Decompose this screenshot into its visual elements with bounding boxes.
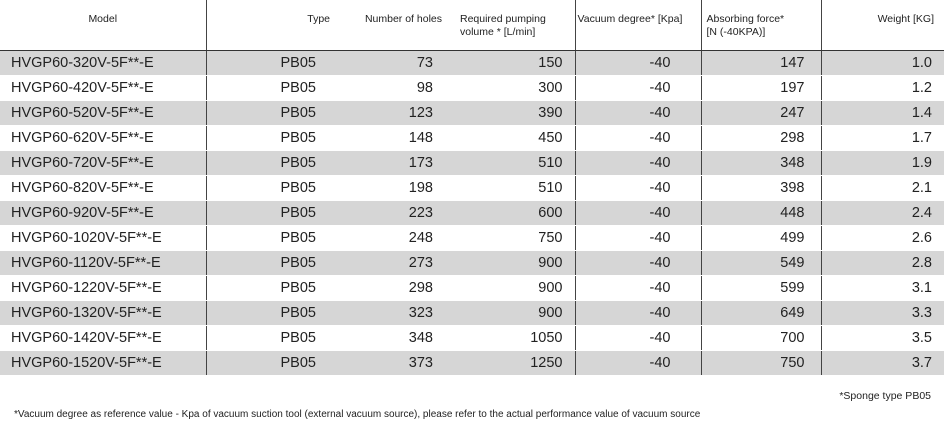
cell-model: HVGP60-320V-5F**-E [0,51,206,76]
cell-weight: 3.7 [821,351,944,376]
header-pumping-line2: volume * [L/min] [460,26,536,38]
cell-force: 197 [701,76,821,101]
cell-force: 448 [701,201,821,226]
cell-vacuum: -40 [575,326,701,351]
cell-holes: 173 [334,151,450,176]
cell-type: PB05 [206,351,334,376]
table-row [0,251,944,276]
table-row [0,101,944,126]
cell-pumping: 900 [450,251,575,276]
cell-force: 499 [701,226,821,251]
cell-force: 599 [701,276,821,301]
cell-type: PB05 [206,126,334,151]
cell-holes: 148 [334,126,450,151]
cell-force: 147 [701,51,821,76]
table-row [0,276,944,301]
cell-force: 750 [701,351,821,376]
cell-pumping: 390 [450,101,575,126]
cell-holes: 98 [334,76,450,101]
header-model: Model [0,0,206,51]
cell-type: PB05 [206,76,334,101]
cell-holes: 248 [334,226,450,251]
table-row [0,76,944,101]
header-pumping-line1: Required pumping [460,13,546,25]
header-force-line2: [N (-40KPA)] [706,26,766,38]
cell-weight: 2.1 [821,176,944,201]
cell-weight: 2.4 [821,201,944,226]
cell-model: HVGP60-1220V-5F**-E [0,276,206,301]
sponge-type-note: *Sponge type PB05 [839,390,931,402]
cell-holes: 198 [334,176,450,201]
cell-pumping: 510 [450,151,575,176]
cell-vacuum: -40 [575,76,701,101]
cell-force: 549 [701,251,821,276]
cell-pumping: 510 [450,176,575,201]
cell-pumping: 600 [450,201,575,226]
cell-holes: 323 [334,301,450,326]
header-pumping [450,0,575,51]
header-holes: Number of holes [334,0,450,51]
cell-weight: 3.1 [821,276,944,301]
header-weight: Weight [KG] [821,0,944,51]
cell-force: 649 [701,301,821,326]
cell-type: PB05 [206,201,334,226]
header-force-line1: Absorbing force* [706,13,785,25]
cell-vacuum: -40 [575,151,701,176]
cell-pumping: 900 [450,276,575,301]
cell-type: PB05 [206,326,334,351]
table-row [0,326,944,351]
cell-weight: 1.7 [821,126,944,151]
cell-holes: 298 [334,276,450,301]
cell-model: HVGP60-1320V-5F**-E [0,301,206,326]
cell-model: HVGP60-1020V-5F**-E [0,226,206,251]
cell-force: 298 [701,126,821,151]
cell-model: HVGP60-920V-5F**-E [0,201,206,226]
vacuum-footnote: *Vacuum degree as reference value - Kpa of vacuum suction tool (external vacuum source), please refer to the actual performance value of vacuum source [14,409,701,420]
cell-model: HVGP60-720V-5F**-E [0,151,206,176]
cell-model: HVGP60-1120V-5F**-E [0,251,206,276]
cell-weight: 1.9 [821,151,944,176]
table-row [0,201,944,226]
table-row [0,151,944,176]
cell-weight: 1.4 [821,101,944,126]
cell-vacuum: -40 [575,126,701,151]
cell-holes: 373 [334,351,450,376]
cell-type: PB05 [206,151,334,176]
cell-vacuum: -40 [575,176,701,201]
cell-pumping: 1250 [450,351,575,376]
table-row [0,126,944,151]
header-vacuum: Vacuum degree* [Kpa] [575,0,701,51]
cell-type: PB05 [206,101,334,126]
cell-type: PB05 [206,301,334,326]
cell-force: 700 [701,326,821,351]
table-row [0,351,944,376]
cell-pumping: 300 [450,76,575,101]
table-header-row [0,0,944,51]
cell-vacuum: -40 [575,351,701,376]
cell-holes: 123 [334,101,450,126]
cell-vacuum: -40 [575,251,701,276]
table-row [0,226,944,251]
cell-vacuum: -40 [575,276,701,301]
cell-vacuum: -40 [575,301,701,326]
cell-weight: 3.3 [821,301,944,326]
cell-weight: 1.2 [821,76,944,101]
cell-model: HVGP60-520V-5F**-E [0,101,206,126]
cell-weight: 1.0 [821,51,944,76]
cell-weight: 2.8 [821,251,944,276]
cell-vacuum: -40 [575,201,701,226]
header-type: Type [206,0,334,51]
cell-type: PB05 [206,51,334,76]
cell-type: PB05 [206,276,334,301]
cell-model: HVGP60-420V-5F**-E [0,76,206,101]
cell-pumping: 1050 [450,326,575,351]
table-row [0,301,944,326]
cell-model: HVGP60-820V-5F**-E [0,176,206,201]
cell-model: HVGP60-1420V-5F**-E [0,326,206,351]
cell-force: 247 [701,101,821,126]
cell-pumping: 450 [450,126,575,151]
cell-type: PB05 [206,226,334,251]
cell-pumping: 900 [450,301,575,326]
cell-holes: 223 [334,201,450,226]
cell-model: HVGP60-620V-5F**-E [0,126,206,151]
table-row [0,51,944,76]
cell-holes: 348 [334,326,450,351]
cell-type: PB05 [206,251,334,276]
cell-weight: 3.5 [821,326,944,351]
cell-model: HVGP60-1520V-5F**-E [0,351,206,376]
cell-holes: 273 [334,251,450,276]
cell-holes: 73 [334,51,450,76]
cell-force: 398 [701,176,821,201]
cell-type: PB05 [206,176,334,201]
cell-weight: 2.6 [821,226,944,251]
cell-force: 348 [701,151,821,176]
cell-pumping: 150 [450,51,575,76]
cell-vacuum: -40 [575,51,701,76]
table-row [0,176,944,201]
header-force [701,0,821,51]
cell-pumping: 750 [450,226,575,251]
cell-vacuum: -40 [575,226,701,251]
cell-vacuum: -40 [575,101,701,126]
